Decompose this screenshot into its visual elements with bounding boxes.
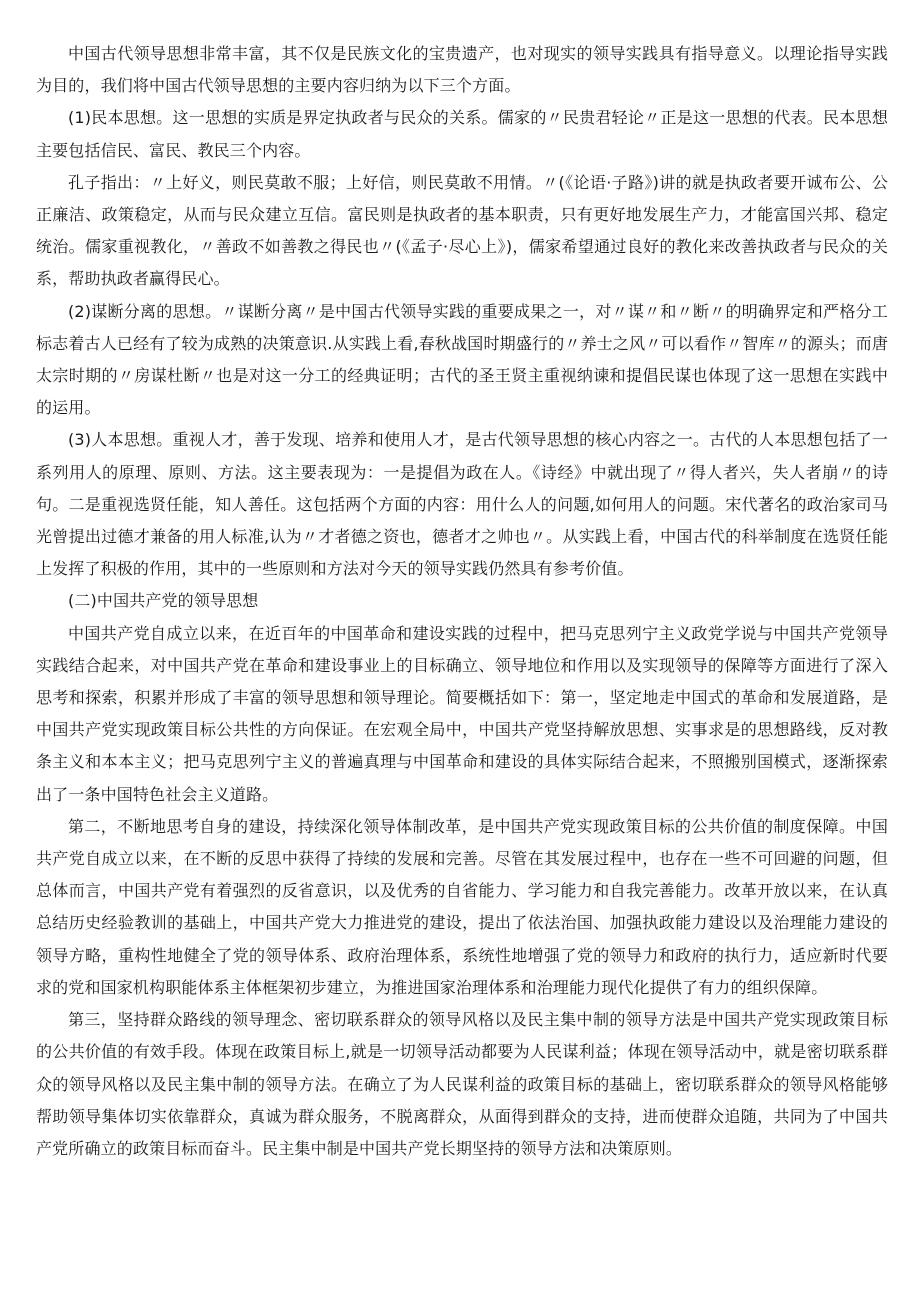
paragraph-decision-separation: (2)谋断分离的思想。〃谋断分离〃是中国古代领导实践的重要成果之一，对〃谋〃和〃断〃的明确界定和严格分工标志着古人已经有了较为成熟的决策意识.从实践上看,春秋战国时期盛行的〃养士之风〃可以看作〃智库〃的源头；而唐太宗时期的〃房谋杜断〃也是对这一分工的经典证明；古代的圣王贤主重视纳谏和提倡民谋也体现了这一思想在实践中的运用。 <box>36 301 888 418</box>
paragraph-talent: (3)人本思想。重视人才，善于发现、培养和使用人才，是古代领导思想的核心内容之一。古代的人本思想包括了一系列用人的原理、原则、方法。这主要表现为：一是提倡为政在人。《诗经》中就出现了〃得人者兴，失人者崩〃的诗句。二是重视选贤任能，知人善任。这包括两个方面的内容：用什么人的问题,如何用人的问题。宋代著名的政治家司马光曾提出过德才兼备的用人标准,认为〃才者德之资也，德者才之帅也〃。从实践上看，中国古代的科举制度在选贤任能上发挥了积极的作用，其中的一些原则和方法对今天的领导实践仍然具有参考价值。 <box>36 430 888 579</box>
section-heading: (二)中国共产党的领导思想 <box>68 591 259 611</box>
paragraph-second: 第二，不断地思考自身的建设，持续深化领导体制改革，是中国共产党实现政策目标的公共价值的制度保障。中国共产党自成立以来，在不断的反思中获得了持续的发展和完善。尽管在其发展过程中，也存在一些不可回避的问题，但总体而言，中国共产党有着强烈的反省意识，以及优秀的自省能力、学习能力和自我完善能力。改革开放以来，在认真总结历史经验教训的基础上，中国共产党大力推进党的建设，提出了依法治国、加强执政能力建设以及治理能力建设的领导方略，重构性地健全了党的领导体系、政府治理体系，系统性地增强了党的领导力和政府的执行力，适应新时代要求的党和国家机构职能体系主体框架初步建立，为推进国家治理体系和治理能力现代化提供了有力的组织保障。 <box>36 816 888 997</box>
paragraph-intro: 中国古代领导思想非常丰富，其不仅是民族文化的宝贵遗产，也对现实的领导实践具有指导意义。以理论指导实践为目的，我们将中国古代领导思想的主要内容归纳为以下三个方面。 <box>36 44 888 96</box>
paragraph-cpc-overview: 中国共产党自成立以来，在近百年的中国革命和建设实践的过程中，把马克思列宁主义政党学说与中国共产党领导实践结合起来，对中国共产党在革命和建设事业上的目标确立、领导地位和作用以及实现领导的保障等方面进行了深入思考和探索，积累并形成了丰富的领导思想和领导理论。简要概括如下：第一，坚定地走中国式的革命和发展道路，是中国共产党实现政策目标公共性的方向保证。在宏观全局中，中国共产党坚持解放思想、实事求是的思想路线，反对教条主义和本本主义；把马克思列宁主义的普遍真理与中国革命和建设的具体实际结合起来，不照搬别国模式，逐渐探索出了一条中国特色社会主义道路。 <box>36 623 888 804</box>
document-page <box>36 38 888 1165</box>
paragraph-confucius: 孔子指出：〃上好义，则民莫敢不服；上好信，则民莫敢不用情。〃(《论语·子路》)讲的就是执政者要开诚布公、公正廉洁、政策稳定，从而与民众建立互信。富民则是执政者的基本职责，只有更好地发展生产力，才能富国兴邦、稳定统治。儒家重视教化，〃善政不如善教之得民也〃(《孟子·尽心上》)，儒家希望通过良好的教化来改善执政者与民众的关系，帮助执政者赢得民心。 <box>36 172 888 289</box>
paragraph-people-oriented: (1)民本思想。这一思想的实质是界定执政者与民众的关系。儒家的〃民贵君轻论〃正是这一思想的代表。民本思想主要包括信民、富民、教民三个内容。 <box>36 108 888 160</box>
paragraph-third: 第三，坚持群众路线的领导理念、密切联系群众的领导风格以及民主集中制的领导方法是中国共产党实现政策目标的公共价值的有效手段。体现在政策目标上,就是一切领导活动都要为人民谋利益；体现在领导活动中，就是密切联系群众的领导风格以及民主集中制的领导方法。在确立了为人民谋利益的政策目标的基础上，密切联系群众的领导风格能够帮助领导集体切实依靠群众，真诚为群众服务，不脱离群众，从面得到群众的支持，进而使群众追随，共同为了中国共产党所确立的政策目标而奋斗。民主集中制是中国共产党长期坚持的领导方法和决策原则。 <box>36 1010 888 1158</box>
